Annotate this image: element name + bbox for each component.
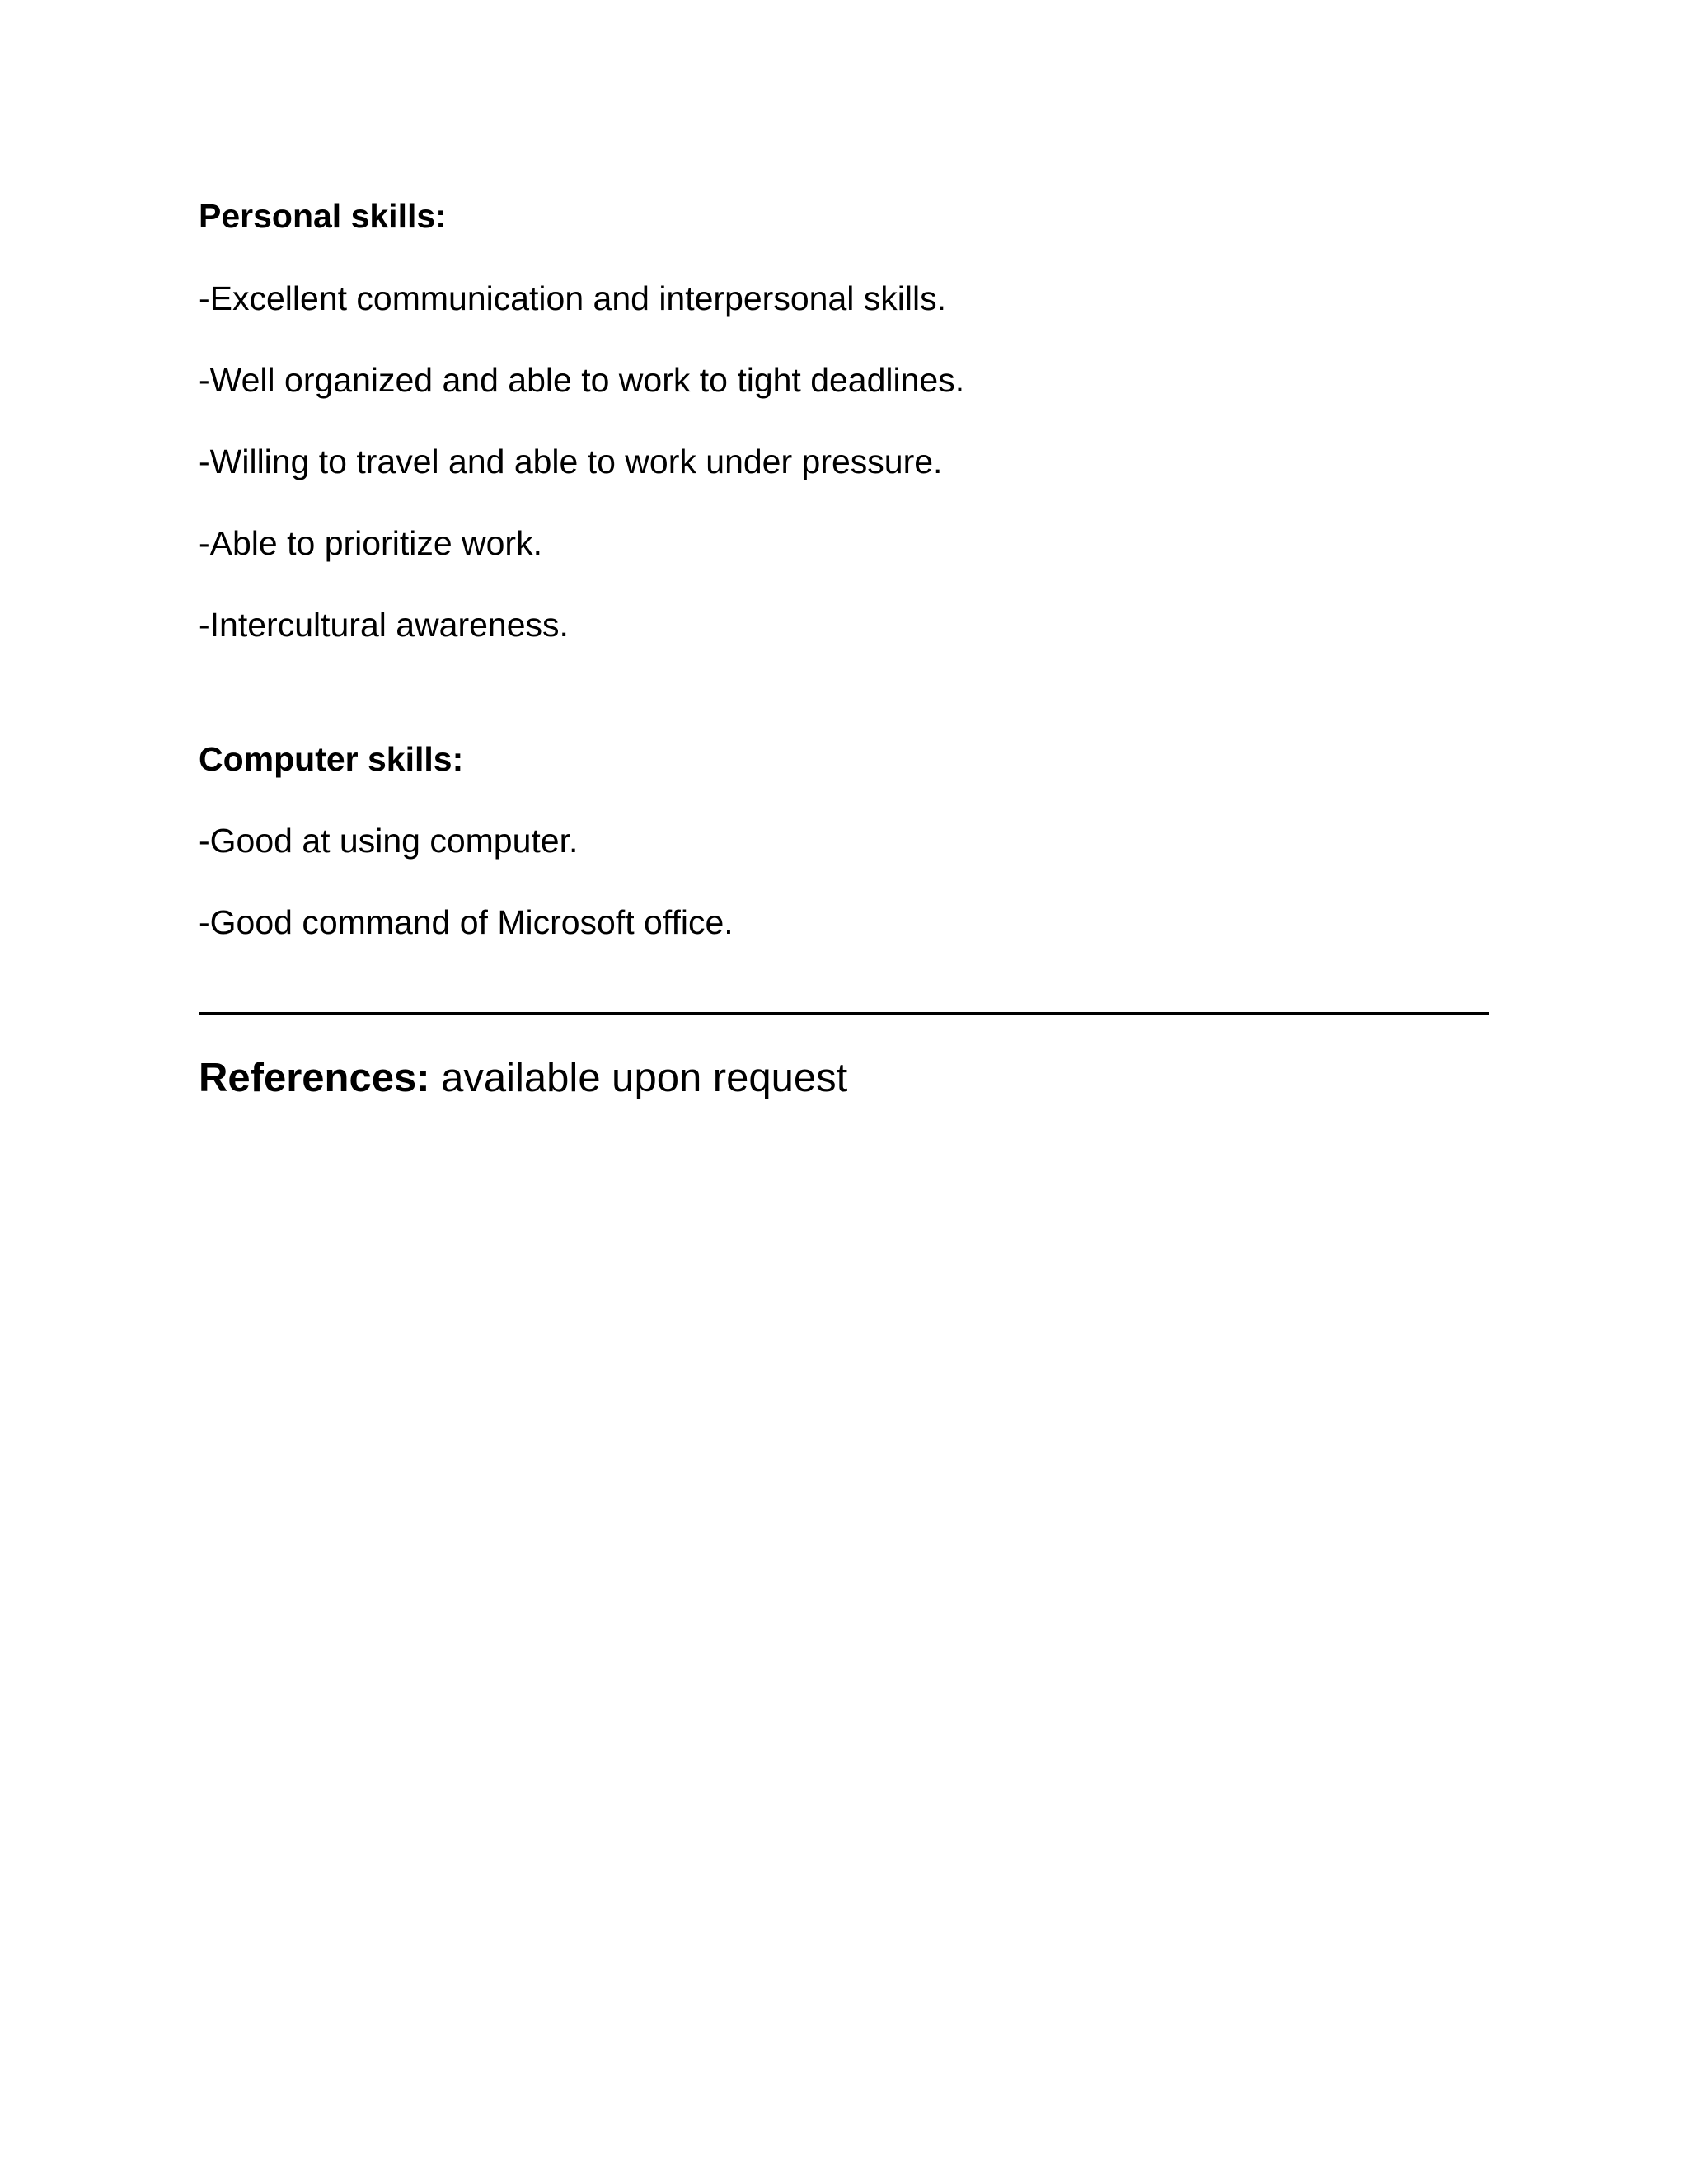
computer-skill-item: -Good at using computer. — [199, 822, 579, 860]
personal-skills-heading: Personal skills: — [199, 197, 447, 235]
section-divider — [199, 1012, 1489, 1015]
personal-skill-item: -Intercultural awareness. — [199, 606, 569, 644]
computer-skills-heading: Computer skills: — [199, 740, 464, 778]
computer-skills-section — [199, 739, 1501, 942]
personal-skill-item: -Well organized and able to work to tight deadlines. — [199, 361, 965, 399]
computer-skill-item: -Good command of Microsoft office. — [199, 903, 734, 941]
page-content — [199, 196, 1501, 1142]
references-value: available upon request — [441, 1056, 848, 1100]
references-line — [199, 1054, 1501, 1102]
personal-skills-section — [199, 196, 1501, 644]
personal-skill-item: -Excellent communication and interpersonal skills. — [199, 279, 946, 317]
personal-skill-item: -Willing to travel and able to work under pressure. — [199, 443, 943, 480]
personal-skill-item: -Able to prioritize work. — [199, 524, 542, 562]
references-label: References: — [199, 1056, 430, 1100]
